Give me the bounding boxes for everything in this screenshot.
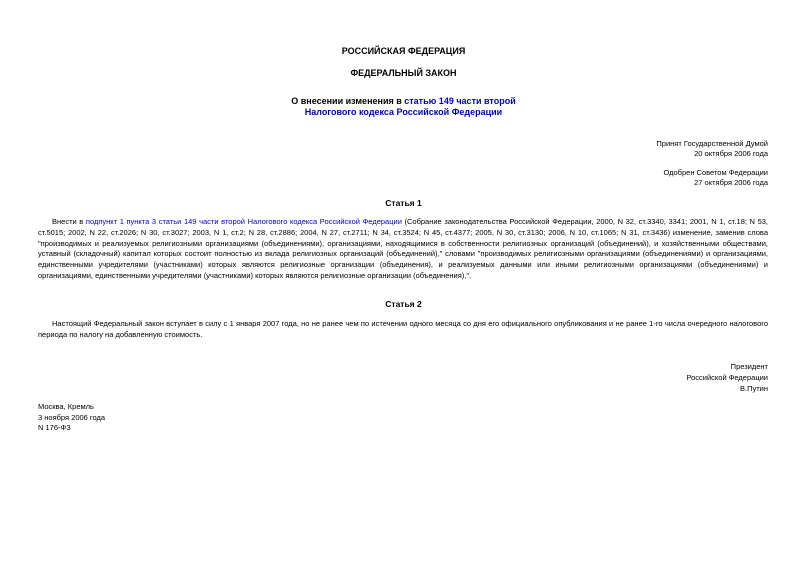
council-approval-label: Одобрен Советом Федерации bbox=[663, 168, 768, 177]
title-prefix: О внесении изменения в bbox=[291, 96, 405, 106]
law-number: N 176-ФЗ bbox=[38, 423, 71, 432]
article1-text bbox=[38, 217, 768, 282]
article1-text-post: (Собрание законодательства Российской Федерации, 2000, N 32, ст.3340, 3341; 2001, N 1, ст.18; N 53, ст.5015; 2002, N 22, ст.2026; N 30, ст.3027; 2003, N 1, ст.2; N 28, ст.2886; 2004, N 27, ст.2711; N 34, ст.3524; N 45, ст.4377; 2005, N 30, ст.3130; 2006, N 10, ст.1065; N 31, ст.3436) изменение, заменив слова "производимых и реализуемых религиозными организациями (объединениями), организациями, находящимися в собственности религиозных организаций (объединений), и хозяйственными обществами, уставный (складочный) капитал которых состоит полностью из вклада религиозных организаций (объединений)," словами "производимых религиозными организациями (объединениями) и организациями, единственными учредителями (участниками) которых являются религиозные организации (объединения), и реализуемых данными или иными религиозными организациями (объединениями) и организациями, единственными учредителями (участниками) которых являются религиозные организации (объединения),". bbox=[38, 217, 768, 280]
law-title-line2[interactable]: Налогового кодекса Российской Федерации bbox=[304, 107, 503, 117]
council-approval-date: 27 октября 2006 года bbox=[694, 178, 768, 187]
council-approval bbox=[663, 168, 768, 188]
place-date: 3 ноября 2006 года bbox=[38, 412, 106, 422]
title-article-link[interactable]: статью 149 части второй bbox=[404, 96, 516, 106]
article1-link[interactable]: подпункт 1 пункта 3 статьи 149 части второй Налогового кодекса Российской Федерации bbox=[85, 217, 402, 226]
duma-adoption-date: 20 октября 2006 года bbox=[694, 149, 768, 158]
signature-country: Российской Федерации bbox=[686, 373, 768, 382]
country-heading: РОССИЙСКАЯ ФЕДЕРАЦИЯ bbox=[341, 46, 466, 56]
place-block bbox=[38, 402, 105, 434]
duma-adoption bbox=[656, 139, 768, 159]
signature-title: Президент bbox=[730, 362, 768, 371]
law-title-line1 bbox=[0, 96, 807, 106]
signature-block bbox=[686, 361, 768, 394]
signature-name: В.Путин bbox=[740, 384, 768, 393]
article2-heading: Статья 2 bbox=[385, 299, 422, 309]
article2-text-body: Настоящий Федеральный закон вступает в силу с 1 января 2007 года, но не ранее чем по истечении одного месяца со дня его официального опубликования и не ранее 1-го числа очередного налогового периода по налогу на добавленную стоимость. bbox=[38, 319, 768, 339]
article1-text-pre: Внести в bbox=[52, 217, 86, 226]
article1-heading: Статья 1 bbox=[385, 198, 422, 208]
duma-adoption-label: Принят Государственной Думой bbox=[656, 139, 768, 148]
law-type-heading: ФЕДЕРАЛЬНЫЙ ЗАКОН bbox=[350, 68, 457, 78]
article2-text bbox=[38, 319, 768, 341]
place-city: Москва, Кремль bbox=[38, 402, 94, 411]
